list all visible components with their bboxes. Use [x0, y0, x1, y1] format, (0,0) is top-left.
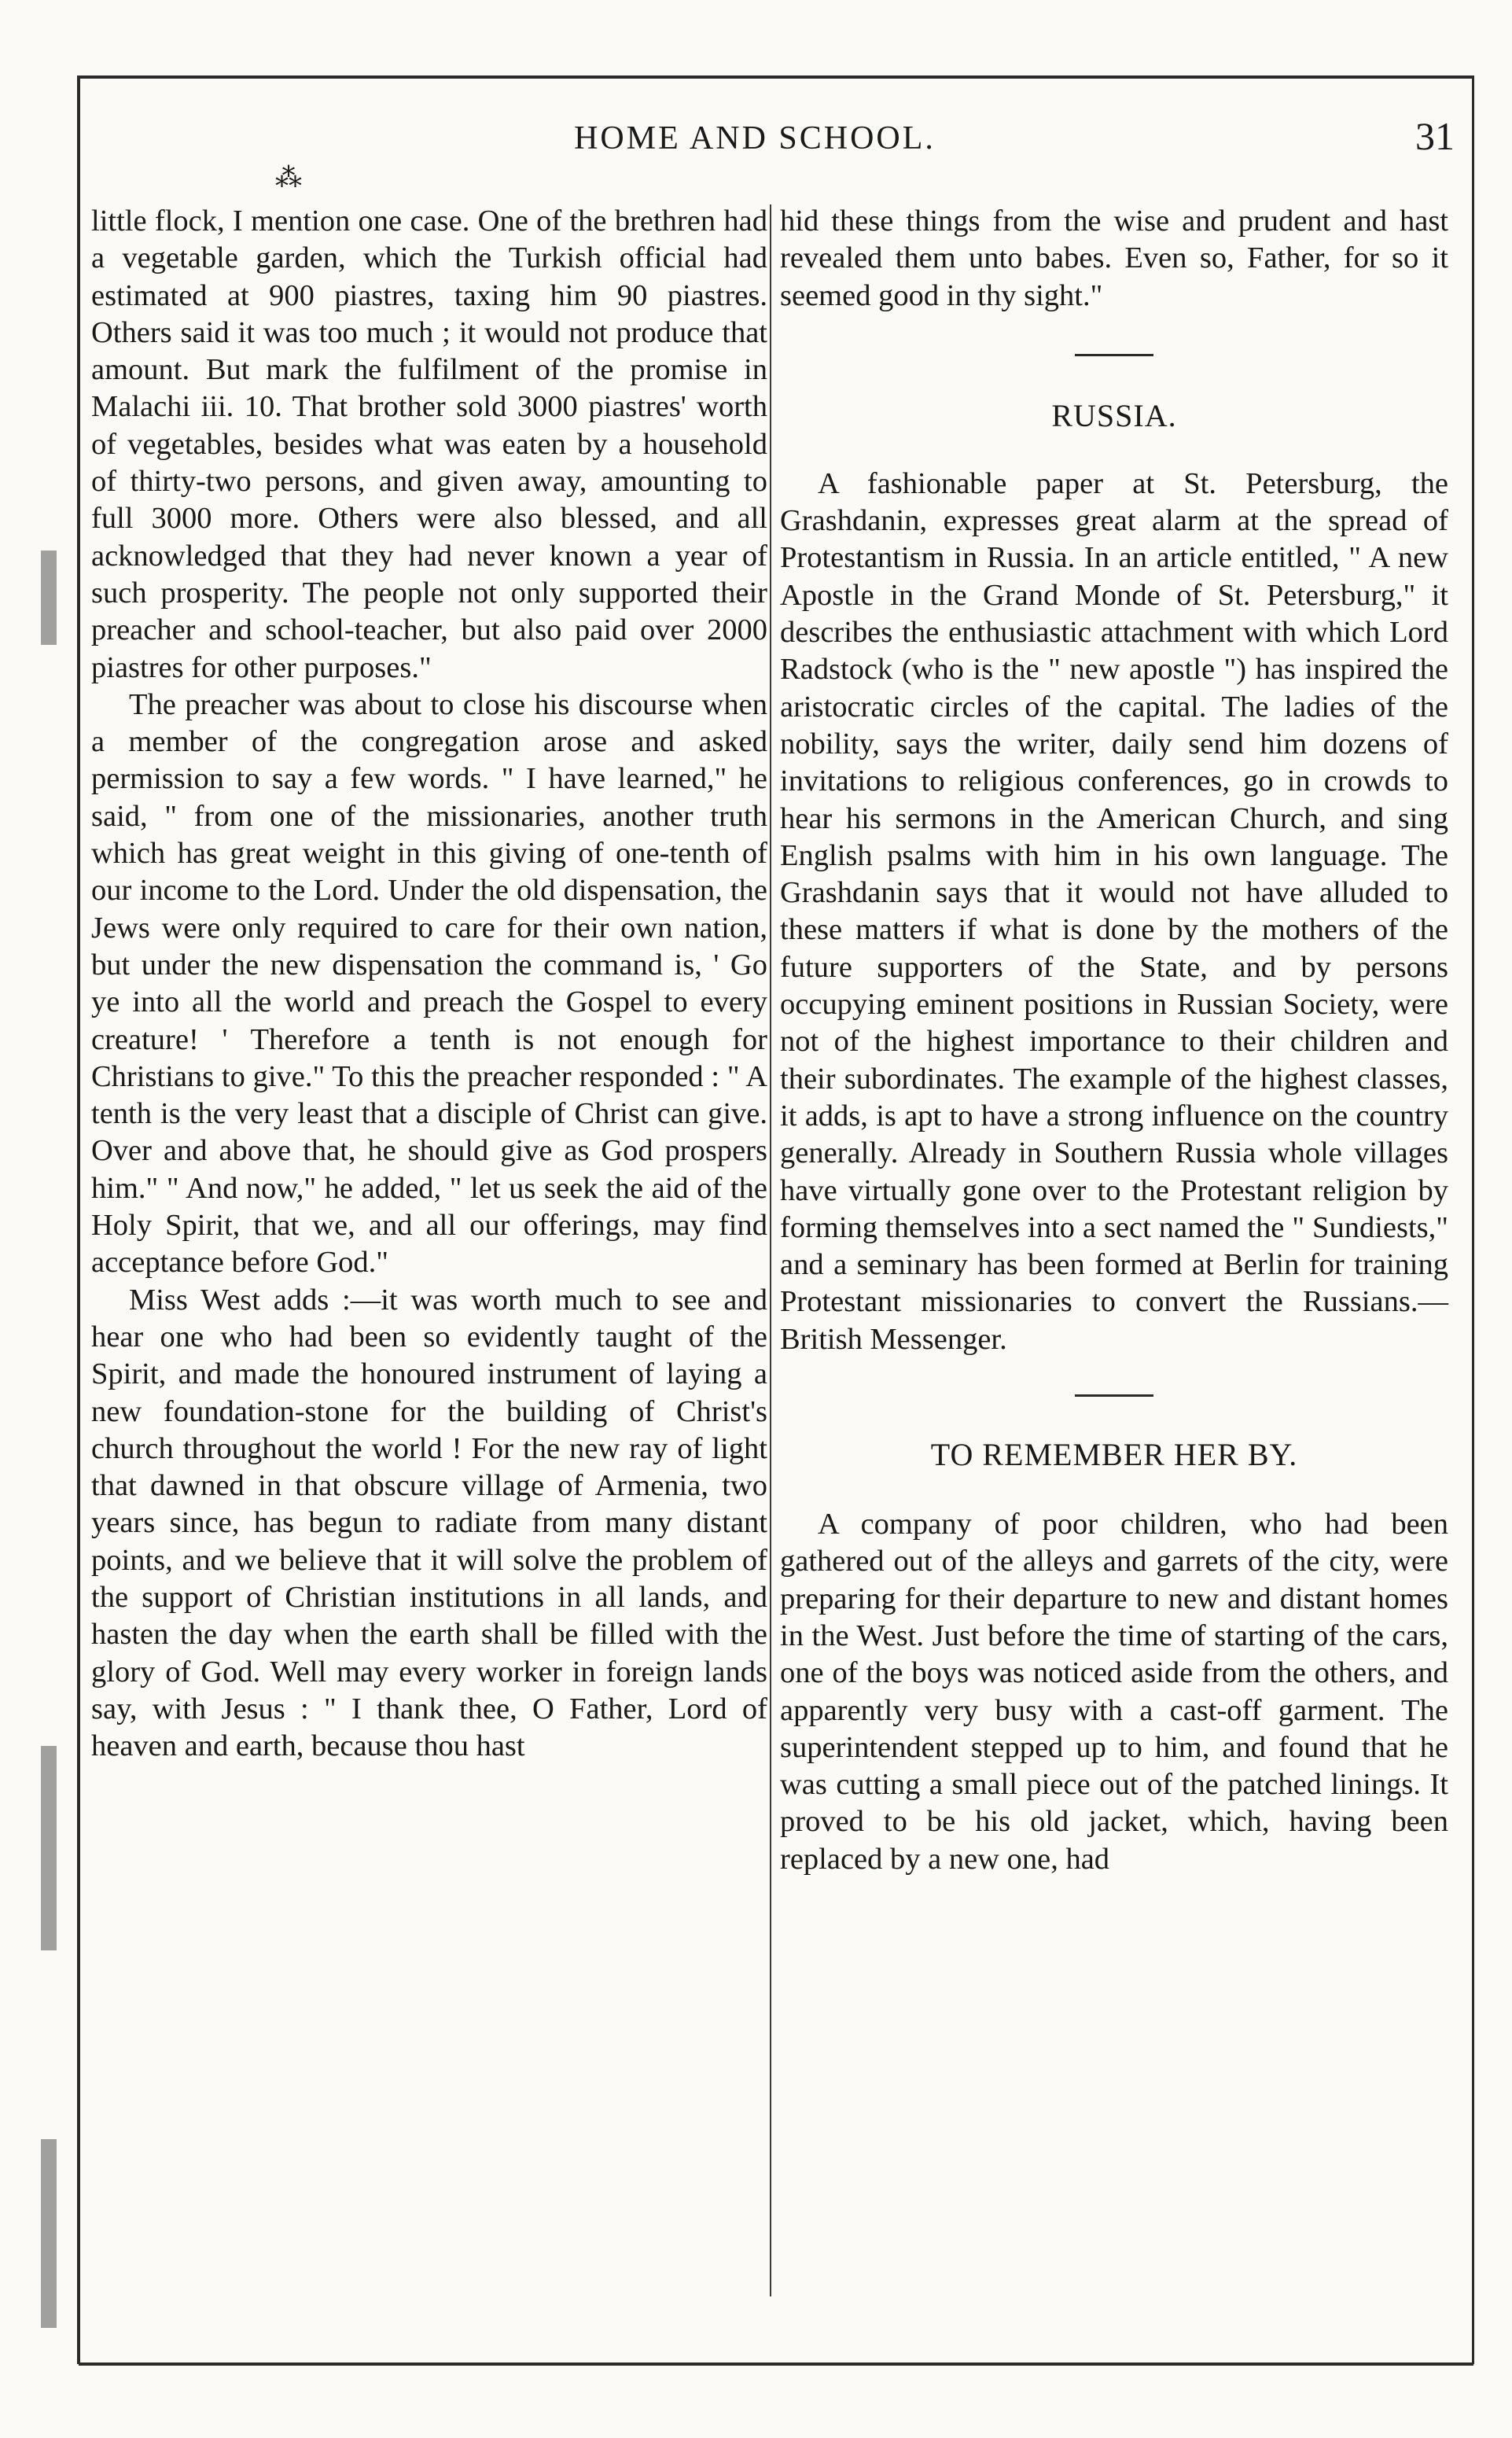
left-column	[91, 203, 767, 1765]
right-column	[780, 203, 1448, 1878]
left-paragraph-3: Miss West adds :—it was worth much to see and hear one who had been so evidently taught of the Spirit, and made the honoured instrument of laying a new foundation-stone for the building of Christ's church throughout the world ! For the new ray of light that dawned in that obscure village of Armenia, two years since, has begun to radiate from many distant points, and we believe that it will solve the problem of the support of Christian institutions in all lands, and hasten the day when the earth shall be filled with the glory of God. Well may every worker in foreign lands say, with Jesus : " I thank thee, O Father, Lord of heaven and earth, because thou hast	[91, 1283, 767, 1763]
remember-heading: TO REMEMBER HER BY.	[930, 1437, 1298, 1473]
binding-speckle	[41, 2139, 57, 2328]
remember-article: A company of poor children, who had been gathered out of the alleys and garrets of the city, were preparing for their departure to new and distant homes in the West. Just before the time of starting of the cars, one of the boys was noticed aside from the others, and apparently very busy with a cast-off garment. The superintendent stepped up to him, and found that he was cutting a small piece out of the patched linings. It proved to be his old jacket, which, having been replaced by a new one, had	[780, 1508, 1448, 1876]
bottom-border-rule	[79, 2363, 1473, 2366]
binding-speckle	[41, 1746, 57, 1950]
top-border-rule	[79, 75, 1473, 79]
left-paragraph-2: The preacher was about to close his discourse when a member of the congregation arose and asked permission to say a few words. " I have learned," he said, " from one of the missionaries, another truth which has great weight in this giving of one-tenth of our income to the Lord. Under the old dispensation, the Jews were only required to care for their own nation, but under the new dispensation the command is, ' Go ye into all the world and preach the Gospel to every creature! ' Therefore a tenth is not enough for Christians to give." To this the preacher responded : " A tenth is the very least that a disciple of Christ can give. Over and above that, he should give as God prospers him." " And now," he added, " let us seek the aid of the Holy Spirit, that we, and all our offerings, may find acceptance before God."	[91, 687, 767, 1280]
running-title: HOME AND SCHOOL.	[574, 120, 936, 157]
left-border-rule	[77, 75, 80, 2364]
page-number: 31	[1415, 114, 1455, 158]
binding-speckle	[41, 551, 57, 645]
left-paragraph-1: little flock, I mention one case. One of the brethren had a vegetable garden, which the Turkish official had estimated at 900 piastres, taxing him 90 piastres. Others said it was too much ; it would not produce that amount. But mark the fulfilment of the promise in Malachi iii. 10. That brother sold 3000 piastres' worth of vegetables, besides what was eaten by a household of thirty-two persons, and given away, amounting to full 3000 more. Others were also blessed, and all acknowledged that they had never known a year of such prosperity. The people not only supported their preacher and school-teacher, but also paid over 2000 piastres for other purposes."	[91, 204, 767, 684]
column-divider	[770, 204, 771, 2296]
russia-article: A fashionable paper at St. Petersburg, the Grashdanin, expresses great alarm at the spread of Protestantism in Russia. In an article entitled, " A new Apostle in the Grand Monde of St. Petersburg," it describes the enthusiastic attachment with which Lord Radstock (who is the " new apostle ") has inspired the aristocratic circles of the capital. The ladies of the nobility, says the writer, daily send him dozens of invitations to religious conferences, go in crowds to hear his sermons in the American Church, and sing English psalms with him in his own language. The Grashdanin says that it would not have alluded to these matters if what is done by the mothers of the future supporters of the State, and by persons occupying eminent positions in Russian Society, were not of the highest importance to their children and their subordinates. The example of the highest classes, it adds, is apt to have a strong influence on the country generally. Already in Southern Russia whole villages have virtually gone over to the Protestant religion by forming themselves into a sect named the " Sundiests," and a seminary has been formed at Berlin for training Protestant missionaries to convert the Russians.—British Messenger.	[780, 466, 1448, 1356]
ink-mark-icon: ⁂	[275, 164, 302, 193]
right-continuation-paragraph: hid these things from the wise and prudent and hast revealed them unto babes. Even so, Father, for so it seemed good in thy sight."	[780, 204, 1448, 312]
russia-heading: RUSSIA.	[1051, 397, 1177, 433]
right-border-rule	[1472, 75, 1474, 2364]
